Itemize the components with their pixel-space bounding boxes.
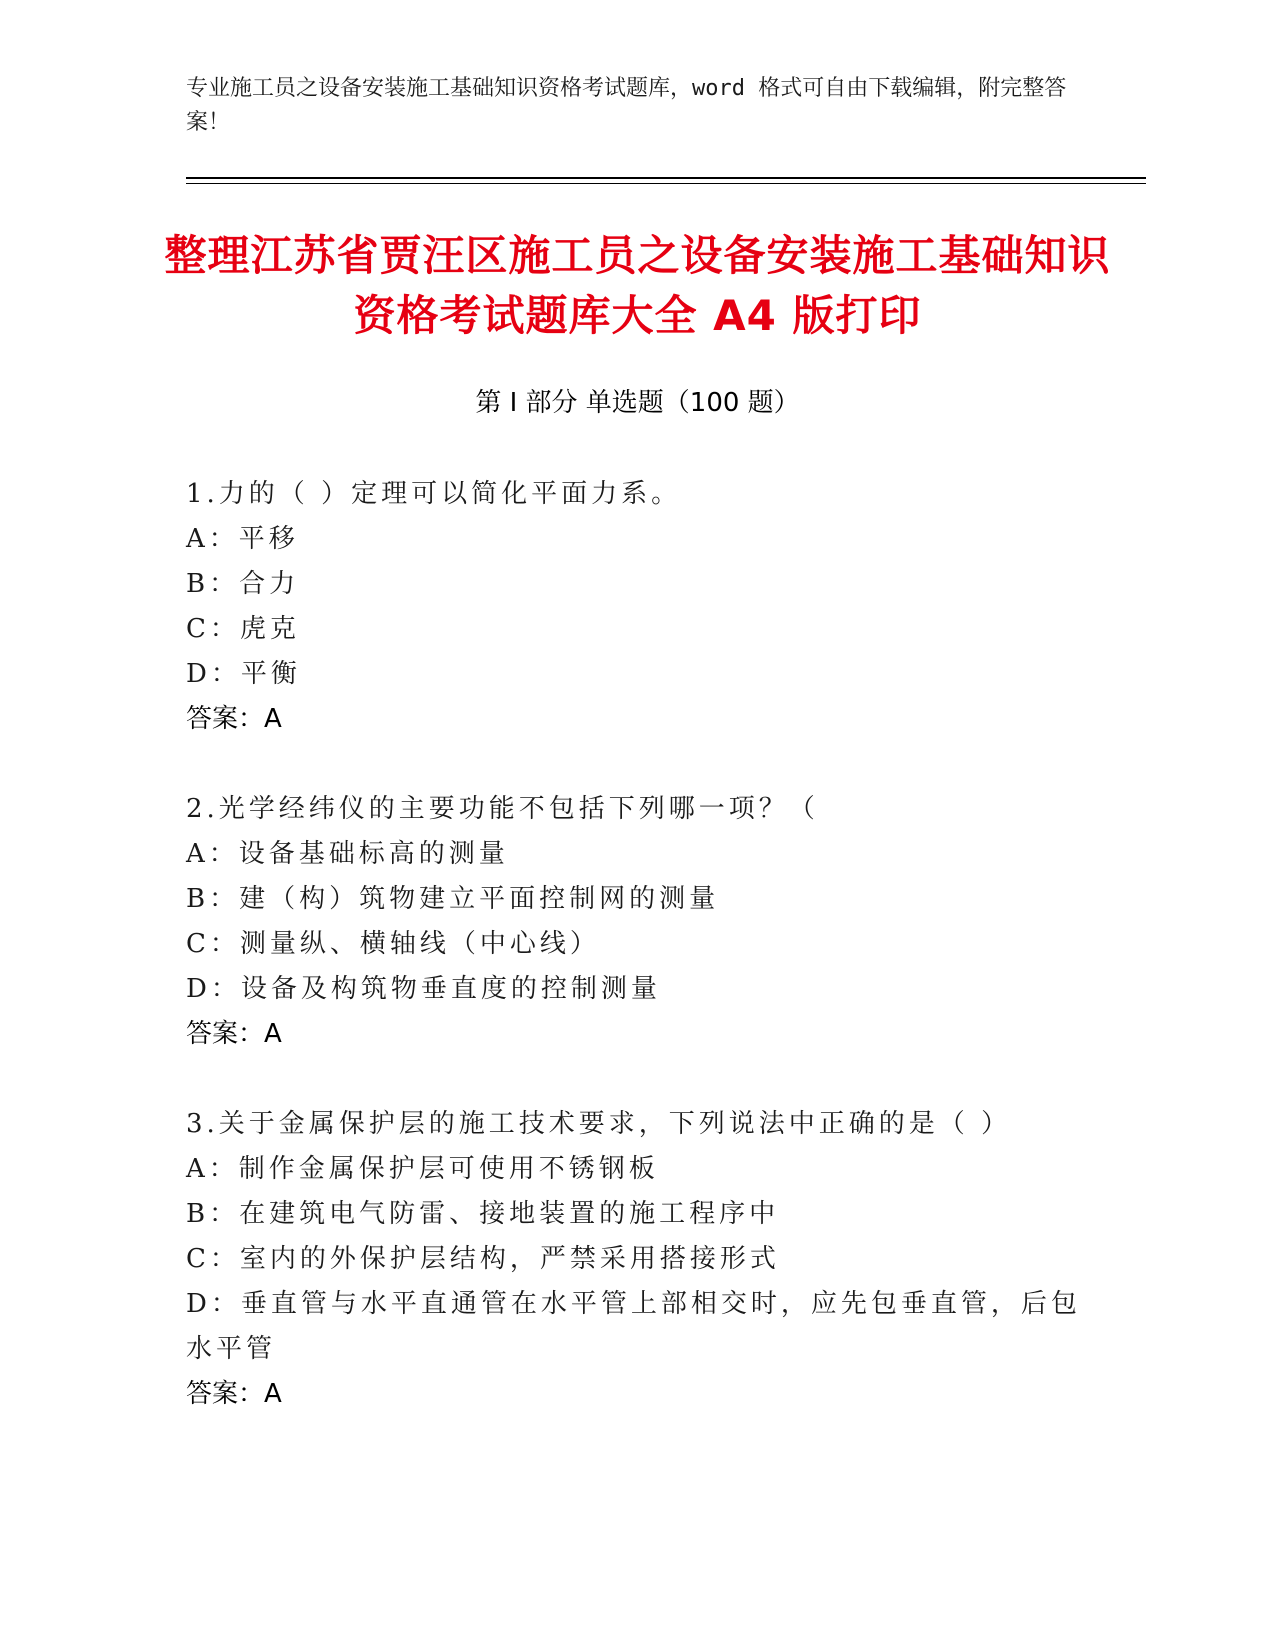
option-b: B：建（构）筑物建立平面控制网的测量: [186, 884, 720, 914]
header-divider-thin: [186, 183, 1146, 184]
option-d: D：设备及构筑物垂直度的控制测量: [186, 974, 661, 1004]
question-list: [186, 472, 1086, 1462]
question-stem: 2.光学经纬仪的主要功能不包括下列哪一项？（: [186, 794, 819, 824]
option-c: C：虎克: [186, 614, 300, 644]
question-2: [186, 787, 1086, 1057]
option-a: A：制作金属保护层可使用不锈钢板: [186, 1154, 659, 1184]
answer: 答案：A: [186, 704, 282, 734]
option-d: D：垂直管与水平直通管在水平管上部相交时，应先包垂直管，后包水平管: [186, 1289, 1081, 1364]
option-b: B：在建筑电气防雷、接地装置的施工程序中: [186, 1199, 780, 1229]
option-a: A：平移: [186, 524, 299, 554]
option-a: A：设备基础标高的测量: [186, 839, 509, 869]
option-c: C：测量纵、横轴线（中心线）: [186, 929, 600, 959]
header-divider-thick: [186, 177, 1146, 179]
answer: 答案：A: [186, 1379, 282, 1409]
option-d: D：平衡: [186, 659, 301, 689]
document-title: 整理江苏省贾汪区施工员之设备安装施工基础知识资格考试题库大全 A4 版打印: [164, 231, 1111, 340]
section-heading: 第 I 部分 单选题（100 题）: [475, 388, 800, 418]
answer: 答案：A: [186, 1019, 282, 1049]
question-stem: 3.关于金属保护层的施工技术要求，下列说法中正确的是（ ）: [186, 1109, 1012, 1139]
question-stem: 1.力的（ ）定理可以简化平面力系。: [186, 479, 682, 509]
option-b: B：合力: [186, 569, 300, 599]
option-c: C：室内的外保护层结构，严禁采用搭接形式: [186, 1244, 780, 1274]
question-3: [186, 1102, 1086, 1417]
question-1: [186, 472, 1086, 742]
header-note: 专业施工员之设备安装施工基础知识资格考试题库，word 格式可自由下载编辑，附完整答案！: [186, 76, 1067, 135]
